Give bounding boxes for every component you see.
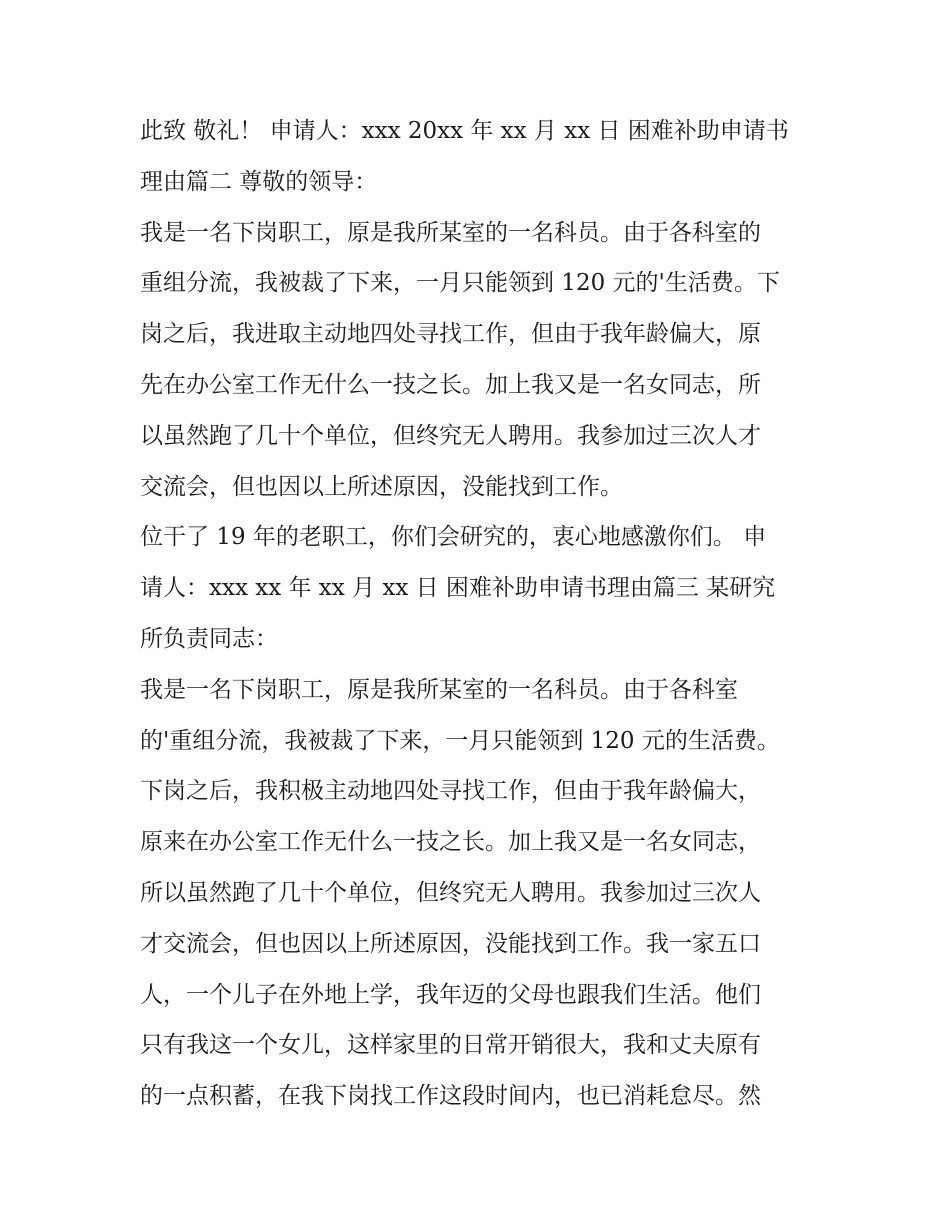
text-line: 的'重组分流，我被裁了下来，一月只能领到 120 元的生活费。	[140, 727, 780, 754]
text-line: 所以虽然跑了几十个单位，但终究无人聘用。我参加过三次人	[140, 879, 761, 906]
text-line: 只有我这一个女儿，这样家里的日常开销很大，我和丈夫原有	[140, 1032, 761, 1059]
text-line: 交流会，但也因以上所述原因，没能找到工作。	[140, 473, 623, 500]
text-line: 重组分流，我被裁了下来，一月只能领到 120 元的'生活费。下	[140, 270, 780, 297]
text-line: 所负责同志：	[140, 625, 278, 652]
text-line: 此致 敬礼！ 申请人：xxx 20xx 年 xx 月 xx 日 困难补助申请书	[140, 118, 789, 144]
text-line: 岗之后，我进取主动地四处寻找工作，但由于我年龄偏大，原	[140, 321, 761, 348]
text-line: 我是一名下岗职工，原是我所某室的一名科员。由于各科室的	[140, 219, 761, 246]
text-line: 位干了 19 年的老职工，你们会研究的，衷心地感激你们。 申	[140, 524, 767, 551]
text-line: 我是一名下岗职工，原是我所某室的一名科员。由于各科室	[140, 676, 738, 703]
text-line: 请人：xxx xx 年 xx 月 xx 日 困难补助申请书理由篇三 某研究	[140, 575, 776, 602]
text-line: 的一点积蓄，在我下岗找工作这段时间内，也已消耗怠尽。然	[140, 1083, 761, 1110]
text-line: 原来在办公室工作无什么一技之长。加上我又是一名女同志，	[140, 829, 761, 856]
text-line: 才交流会，但也因以上所述原因，没能找到工作。我一家五口	[140, 930, 761, 957]
text-line: 人，一个儿子在外地上学，我年迈的父母也跟我们生活。他们	[140, 981, 761, 1008]
text-line: 以虽然跑了几十个单位，但终究无人聘用。我参加过三次人才	[140, 422, 761, 449]
text-line: 理由篇二 尊敬的领导：	[140, 168, 378, 195]
text-line: 下岗之后，我积极主动地四处寻找工作，但由于我年龄偏大，	[140, 778, 761, 805]
text-line: 先在办公室工作无什么一技之长。加上我又是一名女同志，所	[140, 371, 761, 398]
document-body	[140, 106, 820, 1122]
